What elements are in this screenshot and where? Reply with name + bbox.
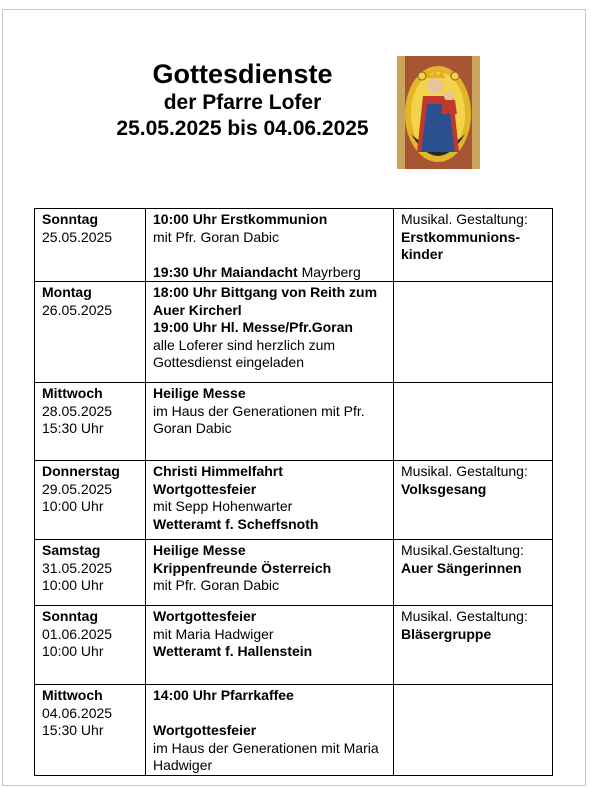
day-cell xyxy=(35,685,146,776)
music-label: Musikal. Gestaltung: xyxy=(401,608,528,624)
event-line: Wortgottesfeier xyxy=(153,722,257,738)
day-cell xyxy=(35,461,146,540)
event-line: Wetteramt f. Scheffsnoth xyxy=(153,515,319,532)
event-cell xyxy=(146,461,394,540)
event-line: 10:00 Uhr Erstkommunion xyxy=(153,211,328,227)
music-label: Musikal.Gestaltung: xyxy=(401,542,524,558)
event-line: mit Maria Hadwiger xyxy=(153,625,274,642)
event-line: mit Sepp Hohenwarter xyxy=(153,498,293,514)
date: 26.05.2025 xyxy=(42,301,113,318)
music-cell xyxy=(394,209,553,282)
date: 04.06.2025 xyxy=(42,704,113,721)
event-cell xyxy=(146,209,394,282)
parish-subtitle: der Pfarre Lofer xyxy=(163,91,322,114)
day-cell xyxy=(35,209,146,282)
date: 29.05.2025 xyxy=(42,480,113,497)
music-cell xyxy=(394,282,553,383)
event-line: alle Loferer sind herzlich zum Gottesdienst eingeladen xyxy=(153,336,336,370)
event-line: 14:00 Uhr Pfarrkaffee xyxy=(153,687,294,703)
time: 15:30 Uhr xyxy=(42,722,104,738)
madonna-image xyxy=(397,56,480,169)
event-line: mit Pfr. Goran Dabic xyxy=(153,228,280,245)
music-cell xyxy=(394,685,553,776)
weekday: Montag xyxy=(42,284,92,300)
music-cell xyxy=(394,461,553,540)
day-cell xyxy=(35,383,146,461)
table-row xyxy=(35,606,553,685)
music-cell xyxy=(394,606,553,685)
table-row xyxy=(35,685,553,776)
music-value: Auer Sängerinnen xyxy=(401,559,522,576)
music-label: Musikal. Gestaltung: xyxy=(401,211,528,227)
table-row xyxy=(35,540,553,606)
time: 10:00 Uhr xyxy=(42,577,104,593)
schedule-table xyxy=(34,208,553,776)
event-line: Heilige Messe xyxy=(153,542,246,558)
day-cell xyxy=(35,540,146,606)
weekday: Sonntag xyxy=(42,211,98,227)
event-line: 18:00 Uhr Bittgang von Reith zum Auer Kircherl xyxy=(153,284,378,318)
date: 25.05.2025 xyxy=(42,228,113,245)
music-cell xyxy=(394,540,553,606)
event-line: Heilige Messe xyxy=(153,385,246,401)
event-line: mit Pfr. Goran Dabic xyxy=(153,577,280,593)
event-line: Krippenfreunde Österreich xyxy=(153,559,332,576)
time: 10:00 Uhr xyxy=(42,643,104,659)
music-value: Volksgesang xyxy=(401,480,487,497)
event-line: im Haus der Generationen mit Maria Hadwiger xyxy=(153,739,379,773)
day-cell xyxy=(35,282,146,383)
weekday: Mittwoch xyxy=(42,385,103,401)
event-line: Christi Himmelfahrt xyxy=(153,463,283,479)
weekday: Donnerstag xyxy=(42,463,120,479)
weekday: Sonntag xyxy=(42,608,98,624)
day-cell xyxy=(35,606,146,685)
event-cell xyxy=(146,540,394,606)
event-cell xyxy=(146,282,394,383)
music-value: Erstkommunions-kinder xyxy=(401,228,521,262)
table-row xyxy=(35,209,553,282)
event-line: 19:30 Uhr Maiandacht xyxy=(153,263,298,280)
table-row xyxy=(35,282,553,383)
date-range: 25.05.2025 bis 04.06.2025 xyxy=(116,117,369,140)
page-title: Gottesdienste xyxy=(152,59,333,89)
date: 31.05.2025 xyxy=(42,559,113,576)
weekday: Samstag xyxy=(42,542,101,558)
event-line: Wetteramt f. Hallenstein xyxy=(153,643,313,659)
table-row xyxy=(35,461,553,540)
music-label: Musikal. Gestaltung: xyxy=(401,463,528,479)
header xyxy=(60,58,425,142)
table-row xyxy=(35,383,553,461)
music-cell xyxy=(394,383,553,461)
event-cell xyxy=(146,383,394,461)
date: 01.06.2025 xyxy=(42,625,113,642)
event-line: 19:00 Uhr Hl. Messe/Pfr.Goran xyxy=(153,319,353,335)
event-line: Wortgottesfeier xyxy=(153,608,257,624)
time: 10:00 Uhr xyxy=(42,498,104,514)
event-cell xyxy=(146,606,394,685)
event-line: Wortgottesfeier xyxy=(153,480,257,497)
event-location: Mayrberg xyxy=(297,263,361,280)
event-cell xyxy=(146,685,394,776)
date: 28.05.2025 xyxy=(42,402,113,419)
music-value: Bläsergruppe xyxy=(401,625,492,642)
time: 15:30 Uhr xyxy=(42,420,104,436)
weekday: Mittwoch xyxy=(42,687,103,703)
event-line: im Haus der Generationen mit Pfr. Goran Dabic xyxy=(153,402,365,436)
